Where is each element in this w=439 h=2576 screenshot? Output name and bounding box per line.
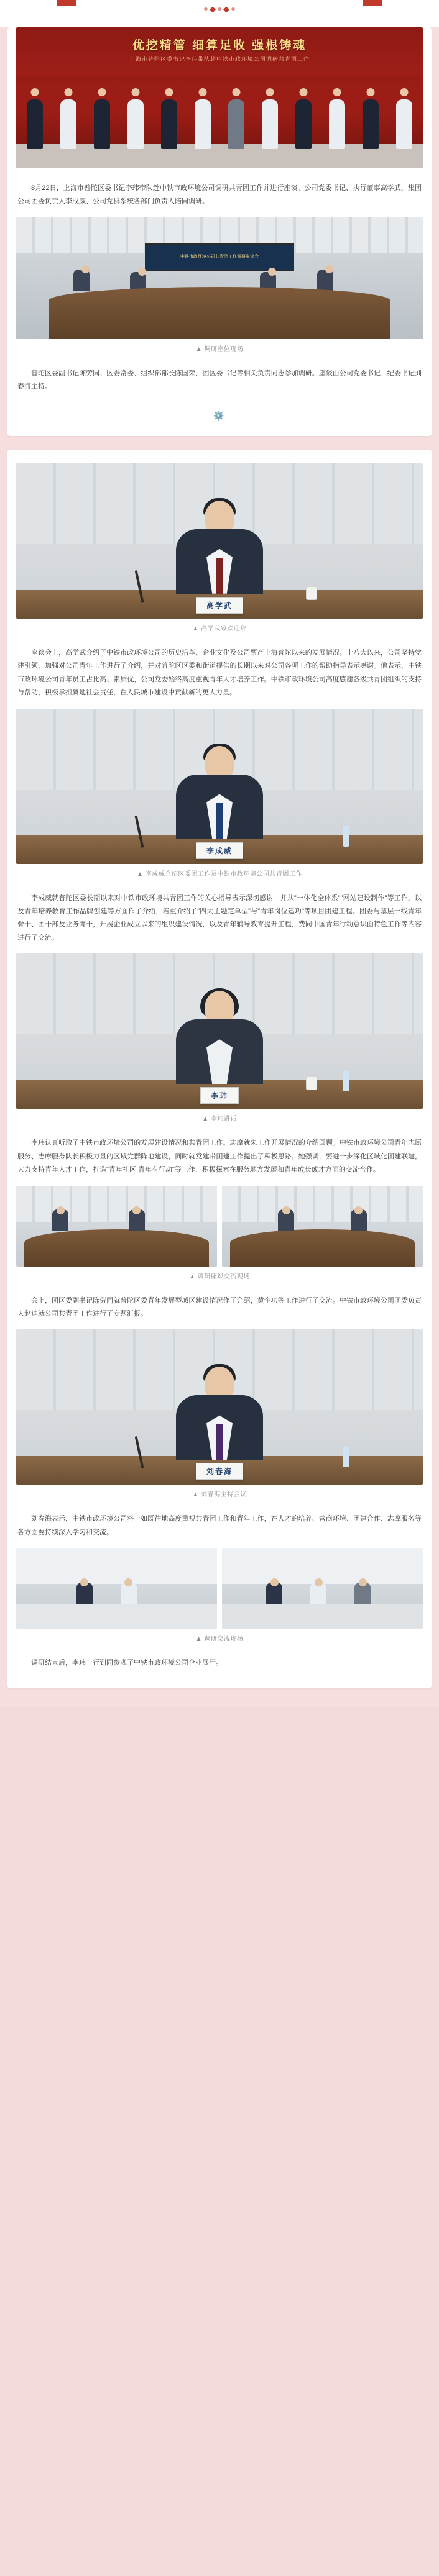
meeting-photo-caption: ▲ 调研座位现场	[195, 345, 244, 353]
speaker-text-3: 刘春海表示，中铁市政环境公司将一如既往地高度重视共青团工作和青年工作，在人才的培养、营商环境、团建合作、志摩服务等各方面要持续深入学习和交流。	[17, 1515, 422, 1536]
deco-bar-left	[57, 0, 76, 6]
hero-banner-photo	[16, 27, 423, 168]
mid-photo-left	[16, 1186, 217, 1267]
water-bottle	[343, 1070, 349, 1091]
attendee-head	[138, 268, 146, 276]
speaker-photo-wrap-3	[7, 1329, 432, 1485]
ceiling	[16, 1548, 217, 1584]
conference-table	[24, 1229, 209, 1267]
attendee-head	[325, 265, 333, 273]
speaker-nameplate: 刘春海	[196, 1463, 243, 1480]
ceiling	[222, 1548, 423, 1584]
paragraph-intro: 8月22日，上海市普陀区委书记李玮带队赴中铁市政环境公司调研共青团工作并进行座谈。公司党委书记、执行董事高学武，集团公司团委负责人李成威、公司党群系统各部门负责人陪同调研。	[17, 184, 422, 206]
lotus-divider-icon: ⚙️	[213, 410, 226, 421]
tea-cup	[306, 1076, 317, 1090]
attendee-head	[354, 1206, 363, 1214]
speaker-portrait-photo	[16, 709, 423, 864]
bottom-photo-row	[7, 1548, 432, 1629]
bottom-photo-right	[222, 1548, 423, 1629]
speaker-portrait-photo	[16, 1329, 423, 1485]
conference-table	[230, 1229, 415, 1267]
water-bottle	[343, 826, 349, 847]
mid-photo-caption: ▲ 调研座谈交流现场	[189, 1273, 250, 1280]
speaker-portrait-photo	[16, 953, 423, 1109]
tea-cup	[306, 586, 317, 600]
water-bottle	[343, 1446, 349, 1467]
hero-image-wrap	[7, 27, 432, 168]
visitor-head	[315, 1578, 323, 1586]
speaker-caption-3: ▲ 刘春海主持会议	[192, 1491, 247, 1499]
speaker-photo-wrap-2	[7, 953, 432, 1109]
deco-bar-right	[363, 0, 382, 6]
attendee-head	[282, 1206, 290, 1214]
speaker-figure	[173, 746, 266, 839]
meeting-screen-banner: 中铁市政环境公司共青团工作调研座谈会	[145, 243, 294, 271]
meeting-photo-wrap	[7, 217, 432, 339]
article-card-top	[7, 27, 432, 436]
speaker-nameplate: 李玮	[200, 1087, 239, 1104]
speaker-text-0: 座谈会上，高学武介绍了中铁市政环境公司的历史沿革、企业文化及公司票产上海普陀以来的发展情况。十八大以来，公司坚持党建引领，加强对公司青年工作进行了介绍，并对普陀区区委和街道提供的长期以来对公司各项工作的帮助指导表示感谢。他表示，中铁市政环境公司青年员工占比高、素质优，公司党委始终高度重视青年人才培养工作。中铁市政环境公司高度感谢各级共青团组织的支持与帮助，积极承担属地社会责任，在人民城市建设中贡献新的更大力量。	[17, 649, 422, 697]
speaker-figure	[173, 501, 266, 594]
speaker-photo-wrap-0	[7, 463, 432, 619]
visitor-head	[270, 1578, 279, 1586]
bottom-text: 调研结束后，李玮一行到同参观了中铁市政环境公司企业展厅。	[31, 1659, 223, 1667]
top-decoration	[0, 0, 439, 27]
ceiling	[16, 1186, 217, 1222]
article-card-main	[7, 450, 432, 1688]
attendee-head	[57, 1206, 65, 1214]
mid-photo-row	[7, 1186, 432, 1267]
exhibit-floor	[222, 1604, 423, 1629]
meeting-room-photo	[16, 217, 423, 339]
speaker-caption-1: ▲ 李成威介绍区委团工作及中铁市政环境公司共青团工作	[137, 870, 302, 878]
conference-table	[49, 287, 390, 339]
paragraph-attendees: 普陀区委副书记陈劳同、区委常委、组织部部长陈国荣，团区委书记等相关负责同志参加调研。座谈由公司党委书记、纪委书记刘春海主持。	[17, 369, 422, 391]
hero-subtitle: 上海市普陀区委书记李玮带队赴中铁市政环境公司调研共青团工作	[129, 56, 310, 62]
mid-photo-right	[222, 1186, 423, 1267]
bottom-photo-left	[16, 1548, 217, 1629]
speaker-nameplate: 高学武	[196, 597, 243, 614]
ceiling	[222, 1186, 423, 1222]
deco-dot-icon	[205, 7, 235, 12]
speaker-caption-0: ▲ 高学武致欢迎辞	[192, 625, 247, 632]
exhibit-floor	[16, 1604, 217, 1629]
attendee-head	[132, 1206, 141, 1214]
hero-title: 优挖精管 细算足收 强根铸魂	[132, 39, 307, 52]
visitor-head	[359, 1578, 367, 1586]
speaker-text-1: 李成威就普陀区委长期以来对中铁市政环境共青团工作的关心指导表示深切感谢。并从"一体化全体系""网站建设制作"等工作，以及青年培养教育工作品牌创建等方面作了介绍，着重介绍了"四大主题定单型"与"青年岗位建功"等项目团建工程。团委与基层一线青年骨干、团干部及业务骨干，开展企业成立以来的组织建设情况，以及青年辅导教育提升工程，费同中国青年行动意识面特色工作等内容进行了交流。	[17, 894, 422, 942]
mid-photo-text: 会上，团区委副书记陈劳同就普陀区委青年发展型城区建设情况作了介绍，黄企功等工作进行了交流。中铁市政环境公司团委负责人赵迪就公司共青团工作进行了专题汇报。	[17, 1296, 422, 1318]
speaker-caption-2: ▲ 李玮讲话	[202, 1116, 237, 1123]
speaker-photo-wrap-1	[7, 709, 432, 864]
speaker-figure	[173, 1367, 266, 1460]
attendee-head	[81, 265, 90, 273]
speaker-nameplate: 李成威	[196, 842, 243, 859]
speaker-figure	[173, 991, 266, 1084]
hero-group-people	[25, 88, 414, 149]
bottom-caption-left: ▲ 调研交流现场	[195, 1636, 244, 1643]
speaker-portrait-photo	[16, 463, 423, 619]
speaker-text-2: 李玮认真听取了中铁市政环境公司的发展建设情况和共青团工作。志摩就朱工作开展情况的介绍回顾。中铁市政环境公司青年志愿服务、志摩服务队长积极力量的区域党群阵地建设，同时就党建带团建工作提出了积极思路。她强调，要进一步深化区域化团建联建，大力支持青年人才工作，打造"青年社区 青年有行动"等工作，积极探索在服务地方发展和青年成长成才方面的交流合作。	[17, 1139, 422, 1174]
